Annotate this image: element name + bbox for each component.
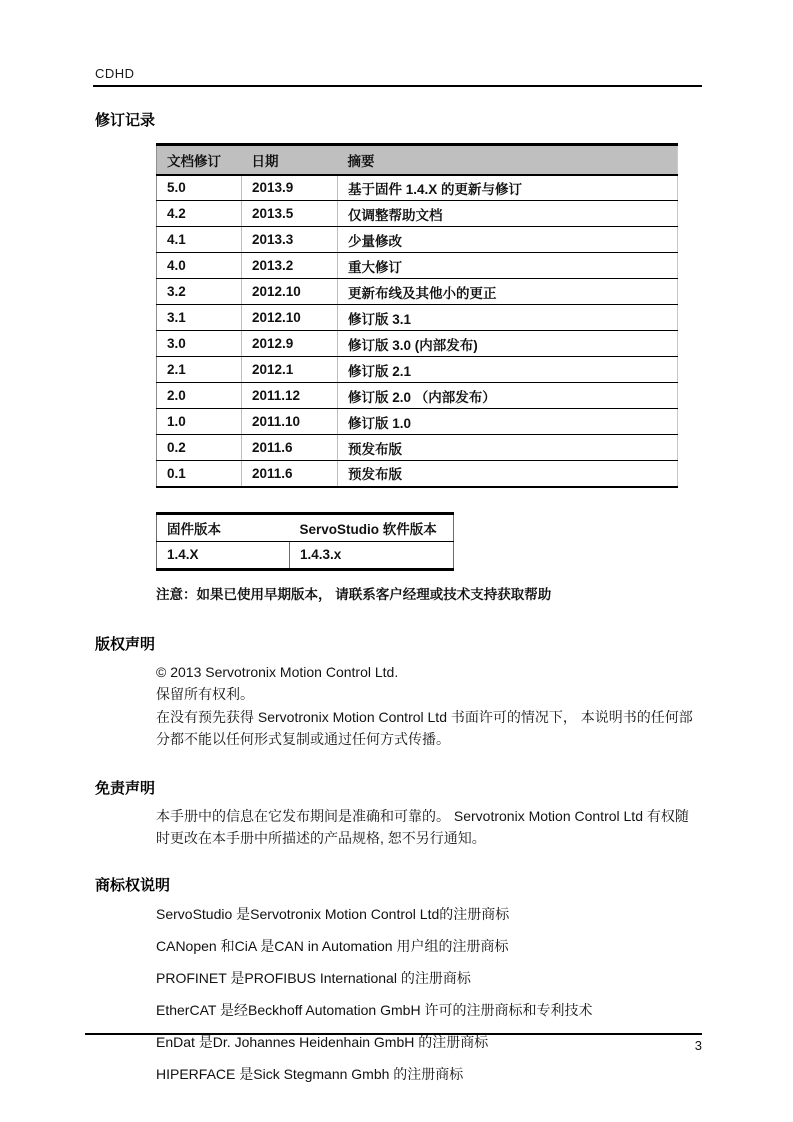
revision-version-cell: 1.0 [157,409,242,435]
trademark-list-item: CANopen 和CiA 是CAN in Automation 用户组的注册商标 [156,937,509,954]
brand-text: CDHD [95,66,135,81]
version-table-header [157,513,454,541]
revision-version-cell: 4.1 [157,227,242,253]
disclaimer-paragraph [156,805,702,850]
table-row [157,409,678,435]
firmware-software-version-table [156,512,454,571]
table-row [157,227,678,253]
revision-version-cell: 3.2 [157,279,242,305]
revision-date-cell: 2012.1 [242,357,338,383]
revision-summary-cell: 基于固件 1.4.X 的更新与修订 [338,175,678,201]
note-text: ：如果已使用早期版本， 请联系客户经理或技术支持获取帮助 [183,586,552,602]
copyright-line: 保留所有权利。 [156,686,254,702]
copyright-title: 版权声明 [95,635,156,653]
revision-version-cell: 5.0 [157,175,242,201]
version-table-body [157,541,454,569]
table-row [157,201,678,227]
table-row [157,253,678,279]
revision-summary-cell: 修订版 2.0 （内部发布） [338,383,678,409]
revision-summary-cell: 修订版 2.1 [338,357,678,383]
revision-version-cell: 0.2 [157,435,242,461]
revision-history-table [156,143,678,488]
column-header-date: 日期 [242,145,338,175]
firmware-version-cell: 1.4.X [157,541,290,569]
revision-date-cell: 2013.2 [242,253,338,279]
revision-date-cell: 2011.10 [242,409,338,435]
trademark-title: 商标权说明 [95,876,171,894]
table-row [157,175,678,201]
disclaimer-title: 免责声明 [95,779,156,797]
revision-summary-cell: 预发布版 [338,435,678,461]
table-row [157,435,678,461]
revision-table-header [157,145,678,175]
revision-history-title: 修订记录 [95,112,156,129]
revision-date-cell: 2012.9 [242,331,338,357]
disclaimer-text: 本手册中的信息在它发布期间是准确和可靠的。 Servotronix Motion Control Ltd 有权随时更改在本手册中所描述的产品规格, 恕不另行通知。 [156,807,689,846]
trademark-list-item: ServoStudio 是Servotronix Motion Control Ltd的注册商标 [156,905,510,922]
table-row [157,383,678,409]
table-row [157,331,678,357]
revision-summary-cell: 修订版 3.0 (内部发布) [338,331,678,357]
column-header-software: ServoStudio 软件版本 [290,513,454,541]
revision-summary-cell: 更新布线及其他小的更正 [338,279,678,305]
revision-date-cell: 2012.10 [242,305,338,331]
revision-version-cell: 4.2 [157,201,242,227]
copyright-line: 在没有预先获得 Servotronix Motion Control Ltd 书面许可的情况下， 本说明书的任何部分都不能以任何形式复制或通过任何方式传播。 [156,708,693,747]
column-header-version: 文档修订 [157,145,242,175]
revision-date-cell: 2012.10 [242,279,338,305]
revision-date-cell: 2011.6 [242,461,338,487]
revision-summary-cell: 预发布版 [338,461,678,487]
trademark-list [156,907,702,1081]
revision-summary-cell: 少量修改 [338,227,678,253]
trademark-list-item: PROFINET 是PROFIBUS International 的注册商标 [156,969,471,986]
column-header-firmware: 固件版本 [157,513,290,541]
revision-version-cell: 2.0 [157,383,242,409]
revision-date-cell: 2013.3 [242,227,338,253]
copyright-line: © 2013 Servotronix Motion Control Ltd. [156,663,399,680]
table-row [157,461,678,487]
note-paragraph [156,583,702,603]
column-header-summary: 摘要 [338,145,678,175]
revision-date-cell: 2011.12 [242,383,338,409]
revision-summary-cell: 仅调整帮助文档 [338,201,678,227]
table-row [157,357,678,383]
revision-version-cell: 0.1 [157,461,242,487]
revision-version-cell: 3.0 [157,331,242,357]
page-content [0,109,793,1081]
revision-summary-cell: 修订版 3.1 [338,305,678,331]
trademark-list-item: HIPERFACE 是Sick Stegmann Gmbh 的注册商标 [156,1065,464,1082]
page-number: 3 [694,1038,702,1053]
revision-summary-cell: 修订版 1.0 [338,409,678,435]
note-label: 注意 [156,586,183,602]
software-version-cell: 1.4.3.x [300,547,342,562]
trademark-list-item: EtherCAT 是经Beckhoff Automation GmbH 许可的注册商标和专利技术 [156,1001,593,1018]
revision-version-cell: 2.1 [157,357,242,383]
trademark-list-item: EnDat 是Dr. Johannes Heidenhain GmbH 的注册商标 [156,1033,489,1050]
revision-version-cell: 4.0 [157,253,242,279]
revision-table-body [157,175,678,487]
revision-summary-cell: 重大修订 [338,253,678,279]
revision-date-cell: 2013.9 [242,175,338,201]
revision-date-cell: 2013.5 [242,201,338,227]
page-header [93,0,702,87]
table-row [157,305,678,331]
page-footer [85,1033,702,1053]
revision-date-cell: 2011.6 [242,435,338,461]
table-row [157,541,454,569]
table-row [157,279,678,305]
revision-version-cell: 3.1 [157,305,242,331]
copyright-paragraph [156,661,702,751]
